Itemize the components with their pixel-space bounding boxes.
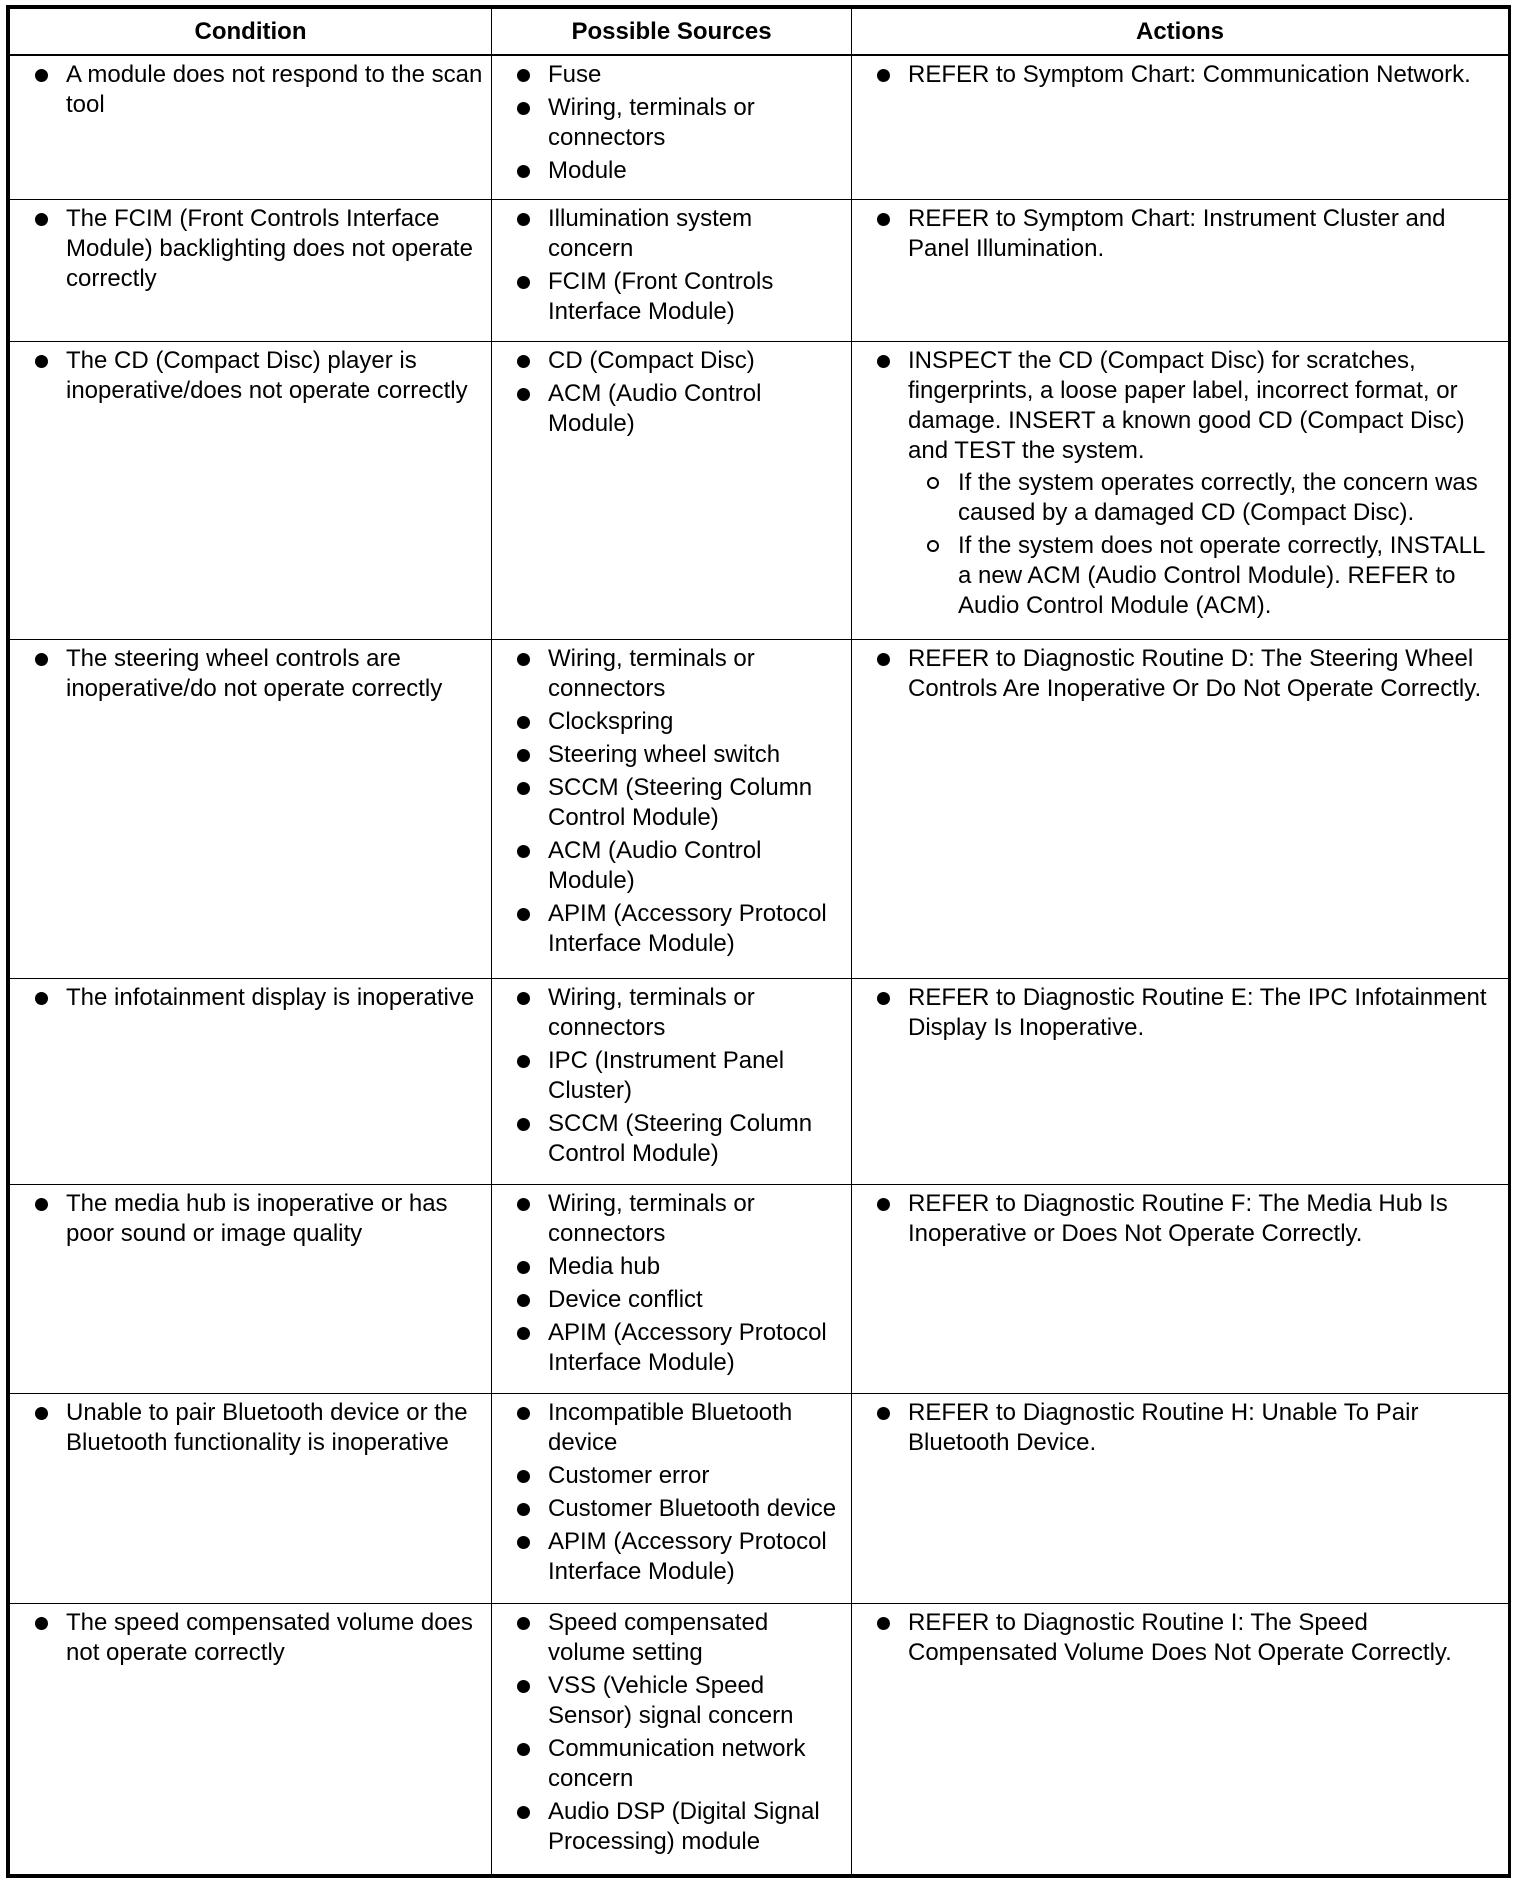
action-text: REFER to Diagnostic Routine E: The IPC Infotainment Display Is Inoperative.: [908, 983, 1487, 1041]
table-row: [10, 639, 1509, 978]
source-item: Media hub: [514, 1252, 843, 1282]
table-row: [10, 1394, 1509, 1603]
action-item: [874, 1189, 1504, 1249]
actions-list: [874, 644, 1504, 704]
source-item: Device conflict: [514, 1285, 843, 1315]
action-text: INSPECT the CD (Compact Disc) for scratches, fingerprints, a loose paper label, incorrect format, or damage. INSERT a known good CD (Compact Disc) and TEST the system.: [908, 346, 1465, 464]
source-item: APIM (Accessory Protocol Interface Module): [514, 1527, 843, 1587]
subaction-list: [908, 468, 1504, 621]
condition-cell: [10, 1185, 492, 1394]
sources-cell: [492, 978, 852, 1184]
sources-cell: [492, 1603, 852, 1874]
actions-list: [874, 983, 1504, 1043]
condition-text: The FCIM (Front Controls Interface Module) backlighting does not operate correctly: [32, 204, 483, 294]
action-item: [874, 1608, 1504, 1668]
table-row: [10, 978, 1509, 1184]
actions-list: [874, 60, 1504, 90]
table-row: [10, 200, 1509, 341]
action-text: REFER to Diagnostic Routine D: The Steering Wheel Controls Are Inoperative Or Do Not Operate Correctly.: [908, 644, 1482, 702]
actions-list: [874, 346, 1504, 621]
actions-list: [874, 1189, 1504, 1249]
table-row: [10, 55, 1509, 200]
action-item: [874, 346, 1504, 621]
source-item: IPC (Instrument Panel Cluster): [514, 1046, 843, 1106]
condition-list: [32, 204, 483, 294]
subaction-item: If the system operates correctly, the concern was caused by a damaged CD (Compact Disc).: [908, 468, 1504, 528]
sources-list: [514, 983, 843, 1169]
action-text: REFER to Symptom Chart: Communication Network.: [908, 61, 1471, 88]
actions-cell: [852, 1394, 1509, 1603]
header-condition: Condition: [10, 9, 492, 56]
source-item: Wiring, terminals or connectors: [514, 93, 843, 153]
table-row: [10, 1185, 1509, 1394]
source-item: Customer Bluetooth device: [514, 1494, 843, 1524]
sources-cell: [492, 341, 852, 639]
action-item: [874, 644, 1504, 704]
table-body: [10, 55, 1509, 1875]
source-item: Illumination system concern: [514, 204, 843, 264]
header-row: [10, 9, 1509, 56]
action-text: REFER to Symptom Chart: Instrument Cluster and Panel Illumination.: [908, 205, 1446, 263]
condition-text: A module does not respond to the scan tool: [32, 60, 483, 120]
source-item: Customer error: [514, 1461, 843, 1491]
sources-cell: [492, 55, 852, 200]
condition-list: [32, 346, 483, 406]
source-item: APIM (Accessory Protocol Interface Module): [514, 1318, 843, 1378]
action-text: REFER to Diagnostic Routine I: The Speed Compensated Volume Does Not Operate Correctly.: [908, 1608, 1452, 1666]
source-item: Clockspring: [514, 707, 843, 737]
sources-list: [514, 1608, 843, 1857]
subaction-item: If the system does not operate correctly, INSTALL a new ACM (Audio Control Module). REFER to Audio Control Module (ACM).: [908, 531, 1504, 621]
source-item: ACM (Audio Control Module): [514, 836, 843, 896]
condition-list: [32, 60, 483, 120]
source-item: SCCM (Steering Column Control Module): [514, 1109, 843, 1169]
source-item: VSS (Vehicle Speed Sensor) signal concern: [514, 1671, 843, 1731]
condition-text: The steering wheel controls are inoperative/do not operate correctly: [32, 644, 483, 704]
condition-cell: [10, 55, 492, 200]
source-item: Fuse: [514, 60, 843, 90]
sources-list: [514, 60, 843, 186]
table-row: [10, 341, 1509, 639]
action-text: REFER to Diagnostic Routine H: Unable To Pair Bluetooth Device.: [908, 1399, 1419, 1457]
sources-list: [514, 644, 843, 959]
sources-list: [514, 1398, 843, 1587]
actions-list: [874, 204, 1504, 264]
actions-list: [874, 1398, 1504, 1458]
condition-cell: [10, 639, 492, 978]
source-item: Wiring, terminals or connectors: [514, 644, 843, 704]
condition-list: [32, 983, 483, 1013]
source-item: Incompatible Bluetooth device: [514, 1398, 843, 1458]
header-actions: Actions: [852, 9, 1509, 56]
actions-cell: [852, 200, 1509, 341]
action-item: [874, 1398, 1504, 1458]
action-text: REFER to Diagnostic Routine F: The Media Hub Is Inoperative or Does Not Operate Correctly.: [908, 1190, 1448, 1248]
condition-list: [32, 1189, 483, 1249]
condition-text: The speed compensated volume does not operate correctly: [32, 1608, 483, 1668]
table-row: [10, 1603, 1509, 1874]
condition-cell: [10, 341, 492, 639]
condition-cell: [10, 200, 492, 341]
actions-list: [874, 1608, 1504, 1668]
source-item: Communication network concern: [514, 1734, 843, 1794]
source-item: SCCM (Steering Column Control Module): [514, 773, 843, 833]
sources-cell: [492, 200, 852, 341]
source-item: Steering wheel switch: [514, 740, 843, 770]
sources-cell: [492, 1394, 852, 1603]
actions-cell: [852, 341, 1509, 639]
action-item: [874, 60, 1504, 90]
condition-list: [32, 644, 483, 704]
condition-list: [32, 1398, 483, 1458]
actions-cell: [852, 55, 1509, 200]
actions-cell: [852, 1603, 1509, 1874]
condition-text: The media hub is inoperative or has poor sound or image quality: [32, 1189, 483, 1249]
header-possible-sources: Possible Sources: [492, 9, 852, 56]
sources-cell: [492, 639, 852, 978]
action-item: [874, 204, 1504, 264]
sources-list: [514, 346, 843, 439]
actions-cell: [852, 1185, 1509, 1394]
actions-cell: [852, 978, 1509, 1184]
source-item: Wiring, terminals or connectors: [514, 983, 843, 1043]
condition-list: [32, 1608, 483, 1668]
source-item: FCIM (Front Controls Interface Module): [514, 267, 843, 327]
action-item: [874, 983, 1504, 1043]
source-item: CD (Compact Disc): [514, 346, 843, 376]
source-item: APIM (Accessory Protocol Interface Module): [514, 899, 843, 959]
symptom-chart-table: [9, 8, 1509, 1875]
condition-text: Unable to pair Bluetooth device or the Bluetooth functionality is inoperative: [32, 1398, 483, 1458]
symptom-chart-sheet: [6, 5, 1511, 1878]
condition-text: The infotainment display is inoperative: [32, 983, 483, 1013]
condition-text: The CD (Compact Disc) player is inoperative/does not operate correctly: [32, 346, 483, 406]
source-item: Speed compensated volume setting: [514, 1608, 843, 1668]
condition-cell: [10, 978, 492, 1184]
source-item: Wiring, terminals or connectors: [514, 1189, 843, 1249]
sources-list: [514, 204, 843, 327]
source-item: Audio DSP (Digital Signal Processing) module: [514, 1797, 843, 1857]
source-item: ACM (Audio Control Module): [514, 379, 843, 439]
sources-list: [514, 1189, 843, 1378]
actions-cell: [852, 639, 1509, 978]
condition-cell: [10, 1394, 492, 1603]
sources-cell: [492, 1185, 852, 1394]
source-item: Module: [514, 156, 843, 186]
condition-cell: [10, 1603, 492, 1874]
